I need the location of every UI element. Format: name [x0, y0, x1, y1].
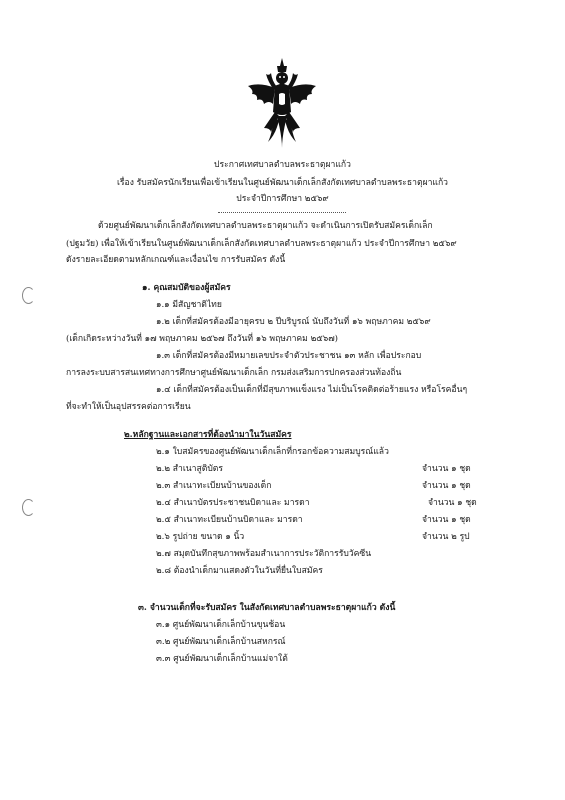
announcement-year: ประจำปีการศึกษา ๒๕๖๙ — [236, 194, 329, 204]
section2-item-6: ๒.๖ รูปถ่าย ขนาด ๑ นิ้ว — [156, 532, 245, 542]
binder-hole-top — [22, 287, 35, 304]
section1-line-3: (เด็กเกิดระหว่างวันที่ ๑๗ พฤษภาคม ๒๕๖๗ ถึงวันที่ ๑๖ พฤษภาคม ๒๕๖๗) — [66, 334, 339, 344]
intro-line-2: (ปฐมวัย) เพื่อให้เข้าเรียนในศูนย์พัฒนาเด็กเล็กสังกัดเทศบาลตำบลพระธาตุผาแก้ว ประจำปีการศึกษา ๒๕๖๙ — [66, 239, 457, 249]
section2-item-3-amount: จำนวน ๑ ชุด — [422, 481, 471, 491]
section2-item-2-amount: จำนวน ๑ ชุด — [422, 464, 471, 474]
section3-line-3: ๓.๓ ศูนย์พัฒนาเด็กเล็กบ้านแม่จาใต้ — [156, 654, 288, 664]
intro-line-1: ด้วยศูนย์พัฒนาเด็กเล็กสังกัดเทศบาลตำบลพระธาตุผาแก้ว จะดำเนินการเปิดรับสมัครเด็กเล็ก — [98, 221, 433, 231]
section1-line-2: ๑.๒ เด็กที่สมัครต้องมีอายุครบ ๒ ปีบริบูรณ์ นับถึงวันที่ ๑๖ พฤษภาคม ๒๕๖๙ — [156, 317, 431, 327]
section1-line-4: ๑.๓ เด็กที่สมัครต้องมีหมายเลขประจำตัวประชาชน ๑๓ หลัก เพื่อประกอบ — [156, 351, 422, 361]
section2-item-3: ๒.๓ สำเนาทะเบียนบ้านของเด็ก — [156, 481, 272, 491]
section2-item-5: ๒.๕ สำเนาทะเบียนบ้านบิดาและ มารดา — [156, 515, 303, 525]
section1-line-6: ๑.๔ เด็กที่สมัครต้องเป็นเด็กที่มีสุขภาพแข็งแรง ไม่เป็นโรคติดต่อร้ายแรง หรือโรคอื่นๆ — [156, 385, 468, 395]
binder-hole-bottom — [22, 499, 35, 516]
section2-item-1: ๒.๑ ใบสมัครของศูนย์พัฒนาเด็กเล็กที่กรอกข้อความสมบูรณ์แล้ว — [156, 447, 389, 457]
section3-heading: ๓. จำนวนเด็กที่จะรับสมัคร ในสังกัดเทศบาลตำบลพระธาตุผาแก้ว ดังนี้ — [138, 603, 396, 613]
section2-item-4-amount: จำนวน ๑ ชุด — [428, 498, 477, 508]
section2-item-7: ๒.๗ สมุดบันทึกสุขภาพพร้อมสำเนาการประวัติการรับวัคซีน — [156, 549, 372, 559]
header-separator — [218, 212, 346, 213]
section1-line-7: ที่จะทำให้เป็นอุปสรรคต่อการเรียน — [66, 402, 191, 412]
announcement-subject: เรื่อง รับสมัครนักเรียนเพื่อเข้าเรียนในศูนย์พัฒนาเด็กเล็กสังกัดเทศบาลตำบลพระธาตุผาแก้ว — [116, 178, 449, 188]
section2-item-5-amount: จำนวน ๑ ชุด — [422, 515, 471, 525]
section1-heading: ๑. คุณสมบัติของผู้สมัคร — [142, 283, 231, 293]
section2-heading: ๒.หลักฐานและเอกสารที่ต้องนำมาในวันสมัคร — [124, 430, 292, 440]
garuda-emblem-icon — [244, 56, 320, 152]
section1-line-1: ๑.๑ มีสัญชาติไทย — [156, 300, 222, 310]
section2-item-2: ๒.๒ สำเนาสูติบัตร — [156, 464, 223, 474]
intro-line-3: ดังรายละเอียดตามหลักเกณฑ์และเงื่อนไข การรับสมัคร ดังนี้ — [66, 255, 286, 265]
section2-item-4: ๒.๔ สำเนาบัตรประชาชนบิดาและ มารดา — [156, 498, 310, 508]
section1-line-5: การลงระบบสารสนเทศทางการศึกษาศูนย์พัฒนาเด็กเล็ก กรมส่งเสริมการปกครองส่วนท้องถิ่น — [66, 368, 402, 378]
section2-item-6-amount: จำนวน ๒ รูป — [422, 532, 470, 542]
section3-line-1: ๓.๑ ศูนย์พัฒนาเด็กเล็กบ้านขุนช้อน — [156, 620, 286, 630]
section3-line-2: ๓.๒ ศูนย์พัฒนาเด็กเล็กบ้านสหกรณ์ — [156, 637, 286, 647]
section2-item-8: ๒.๘ ต้องนำเด็กมาแสดงตัวในวันที่ยื่นใบสมัคร — [156, 566, 323, 576]
announcement-title: ประกาศเทศบาลตำบลพระธาตุผาแก้ว — [214, 160, 351, 170]
